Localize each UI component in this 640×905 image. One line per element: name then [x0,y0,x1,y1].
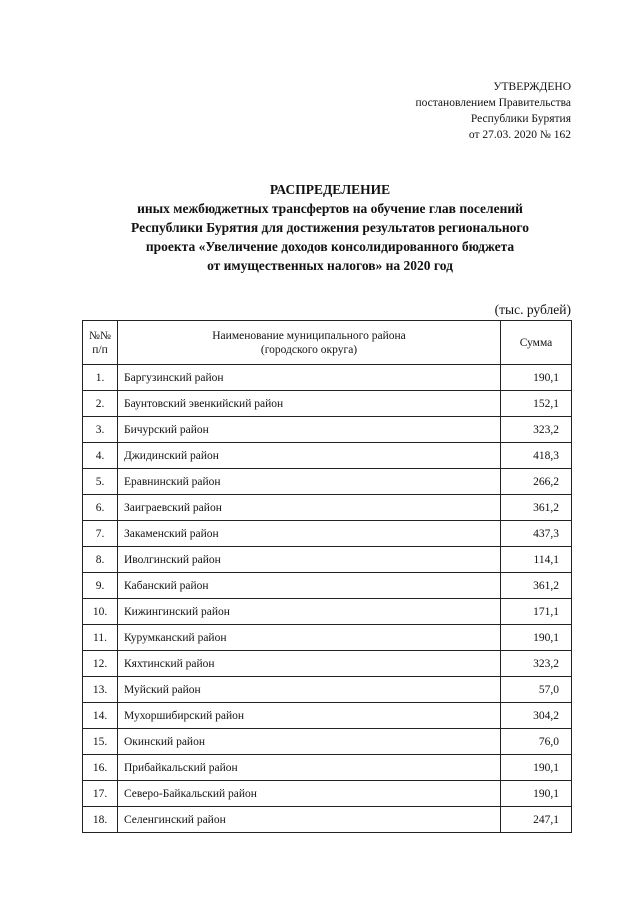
row-sum: 57,0 [501,677,572,703]
row-sum: 437,3 [501,521,572,547]
row-district-name: Баргузинский район [118,365,501,391]
table-row [83,625,572,651]
row-sum: 323,2 [501,417,572,443]
header-name-line-1: Наименование муниципального района [212,329,406,342]
title-heading: РАСПРЕДЕЛЕНИЕ [269,182,391,197]
row-district-name: Джидинский район [118,443,501,469]
table-row [83,443,572,469]
header-name-line-2: (городского округа) [260,343,358,356]
row-district-name: Бичурский район [118,417,501,443]
table-body [83,365,572,833]
approval-line-republic: Республики Бурятия [470,113,571,125]
row-district-name: Баунтовский эвенкийский район [118,391,501,417]
row-district-name: Кяхтинский район [118,651,501,677]
table-row [83,651,572,677]
row-district-name: Кабанский район [118,573,501,599]
table-row [83,365,572,391]
table-row [83,703,572,729]
row-sum: 190,1 [501,625,572,651]
row-sum: 361,2 [501,495,572,521]
row-number: 15. [83,729,118,755]
row-sum: 266,2 [501,469,572,495]
table-row [83,677,572,703]
header-number [83,321,118,365]
allocation-table [82,320,572,833]
title-line-4: от имущественных налогов» на 2020 год [207,258,453,273]
row-district-name: Окинский район [118,729,501,755]
units-label: (тыс. рублей) [494,302,571,317]
table-row [83,781,572,807]
title-line-2: Республики Бурятия для достижения результатов регионального [131,220,529,235]
row-number: 7. [83,521,118,547]
table-row [83,807,572,833]
row-number: 11. [83,625,118,651]
table-row [83,573,572,599]
row-district-name: Селенгинский район [118,807,501,833]
row-number: 8. [83,547,118,573]
row-number: 14. [83,703,118,729]
row-number: 9. [83,573,118,599]
table-row [83,469,572,495]
row-sum: 171,1 [501,599,572,625]
row-number: 5. [83,469,118,495]
row-number: 17. [83,781,118,807]
header-number-line-2: п/п [92,343,108,356]
row-district-name: Кижингинский район [118,599,501,625]
row-sum: 418,3 [501,443,572,469]
row-number: 3. [83,417,118,443]
row-district-name: Северо-Байкальский район [118,781,501,807]
table-row [83,729,572,755]
row-district-name: Прибайкальский район [118,755,501,781]
row-sum: 361,2 [501,573,572,599]
row-number: 10. [83,599,118,625]
row-district-name: Еравнинский район [118,469,501,495]
title-line-1: иных межбюджетных трансфертов на обучение глав поселений [137,201,523,216]
row-number: 2. [83,391,118,417]
row-number: 12. [83,651,118,677]
row-sum: 323,2 [501,651,572,677]
row-sum: 76,0 [501,729,572,755]
approval-stamp [415,79,571,143]
row-sum: 190,1 [501,365,572,391]
table-row [83,599,572,625]
row-number: 4. [83,443,118,469]
header-number-line-1: №№ [89,329,111,342]
row-sum: 190,1 [501,755,572,781]
row-district-name: Иволгинский район [118,547,501,573]
document-title [60,180,600,275]
approval-title: УТВЕРЖДЕНО [493,81,571,93]
title-line-3: проекта «Увеличение доходов консолидированного бюджета [145,239,515,254]
row-number: 16. [83,755,118,781]
row-sum: 247,1 [501,807,572,833]
approval-line-decree: постановлением Правительства [415,97,571,109]
row-district-name: Курумканский район [118,625,501,651]
approval-line-date: от 27.03. 2020 № 162 [468,129,571,141]
row-number: 18. [83,807,118,833]
table-row [83,391,572,417]
header-sum: Сумма [501,321,572,365]
row-number: 6. [83,495,118,521]
row-number: 1. [83,365,118,391]
row-sum: 152,1 [501,391,572,417]
row-district-name: Мухоршибирский район [118,703,501,729]
table-row [83,417,572,443]
row-district-name: Муйский район [118,677,501,703]
row-sum: 304,2 [501,703,572,729]
table-row [83,755,572,781]
table-header-row [83,321,572,365]
table-row [83,495,572,521]
table-row [83,521,572,547]
row-sum: 114,1 [501,547,572,573]
row-number: 13. [83,677,118,703]
header-name [118,321,501,365]
table-row [83,547,572,573]
row-district-name: Заиграевский район [118,495,501,521]
row-district-name: Закаменский район [118,521,501,547]
row-sum: 190,1 [501,781,572,807]
